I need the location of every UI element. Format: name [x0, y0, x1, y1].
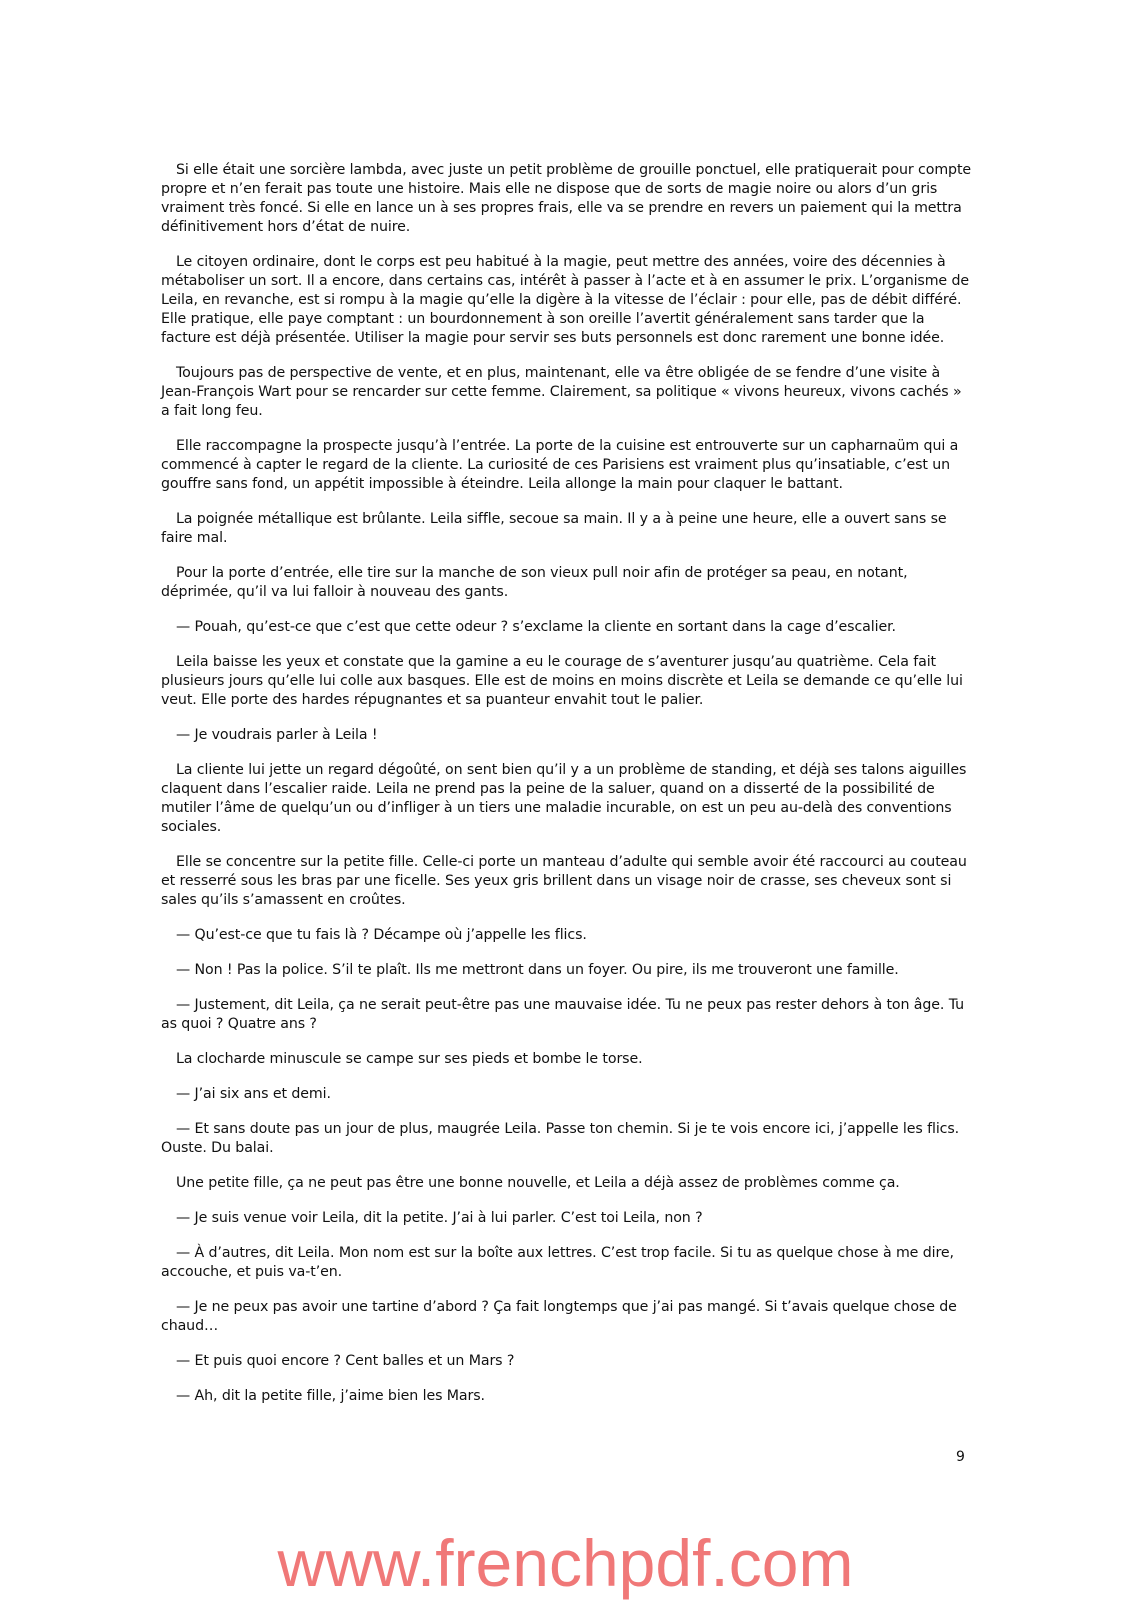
paragraph: — Et sans doute pas un jour de plus, maugrée Leila. Passe ton chemin. Si je te vois encore ici, j’appelle les flics. Ouste. Du balai.: [161, 1121, 960, 1156]
paragraph: Une petite fille, ça ne peut pas être une bonne nouvelle, et Leila a déjà assez de problèmes comme ça.: [176, 1175, 900, 1191]
paragraph: — Qu’est-ce que tu fais là ? Décampe où j’appelle les flics.: [176, 927, 587, 943]
paragraph: — Justement, dit Leila, ça ne serait peut-être pas une mauvaise idée. Tu ne peux pas rester dehors à ton âge. Tu as quoi ? Quatre ans ?: [161, 997, 965, 1032]
paragraph: — Je ne peux pas avoir une tartine d’abord ? Ça fait longtemps que j’ai pas mangé. Si t’avais quelque chose de chaud…: [161, 1299, 957, 1334]
paragraph: Pour la porte d’entrée, elle tire sur la manche de son vieux pull noir afin de protéger sa peau, en notant, déprimée, qu’il va lui falloir à nouveau des gants.: [161, 565, 908, 600]
paragraph: Le citoyen ordinaire, dont le corps est peu habitué à la magie, peut mettre des années, voire des décennies à métaboliser un sort. Il a encore, dans certains cas, intérêt à passer à l’acte et à en assumer le prix. L’organisme de Leila, en revanche, est si rompu à la magie qu’elle la digère à la vitesse de l’éclair : pour elle, pas de débit différé. Elle pratique, elle paye comptant : un bourdonnement à son oreille l’avertit généralement sans tarder que la facture est déjà présentée. Utiliser la magie pour servir ses buts personnels est donc rarement une bonne idée.: [161, 254, 970, 346]
paragraph: Elle raccompagne la prospecte jusqu’à l’entrée. La porte de la cuisine est entrouverte sur un capharnaüm qui a commencé à capter le regard de la cliente. La curiosité de ces Parisiens est vraiment plus qu’insatiable, c’est un gouffre sans fond, un appétit impossible à éteindre. Leila allonge la main pour claquer le battant.: [161, 438, 959, 492]
paragraph: Toujours pas de perspective de vente, et en plus, maintenant, elle va être obligée de se fendre d’une visite à Jean-François Wart pour se rencarder sur cette femme. Clairement, sa politique « vivons heureux, vivons cachés » a fait long feu.: [161, 365, 962, 419]
paragraph: Elle se concentre sur la petite fille. Celle-ci porte un manteau d’adulte qui semble avoir été raccourci au couteau et resserré sous les bras par une ficelle. Ses yeux gris brillent dans un visage noir de crasse, ses cheveux sont si sales qu’ils s’amassent en croûtes.: [161, 854, 967, 908]
paragraph: Si elle était une sorcière lambda, avec juste un petit problème de grouille ponctuel, elle pratiquerait pour compte propre et n’en ferait pas toute une histoire. Mais elle ne dispose que de sorts de magie noire ou alors d’un gris vraiment très foncé. Si elle en lance un à ses propres frais, elle va se prendre en revers un paiement qui la mettra définitivement hors d’état de nuire.: [161, 162, 972, 235]
paragraph: — Je voudrais parler à Leila !: [176, 727, 378, 743]
paragraph: La cliente lui jette un regard dégoûté, on sent bien qu’il y a un problème de standing, et déjà ses talons aiguilles claquent dans l’escalier raide. Leila ne prend pas la peine de la saluer, quand on a disserté de la possibilité de mutiler l’âme de quelqu’un ou d’infliger à un tiers une maladie incurable, on est un peu au-delà des conventions sociales.: [161, 762, 967, 835]
paragraph: Leila baisse les yeux et constate que la gamine a eu le courage de s’aventurer jusqu’au quatrième. Cela fait plusieurs jours qu’elle lui colle aux basques. Elle est de moins en moins discrète et Leila se demande ce qu’elle lui veut. Elle porte des hardes répugnantes et sa puanteur envahit tout le palier.: [161, 654, 963, 708]
paragraph: — Ah, dit la petite fille, j’aime bien les Mars.: [176, 1388, 485, 1404]
paragraph: — J’ai six ans et demi.: [176, 1086, 331, 1102]
paragraph: — Je suis venue voir Leila, dit la petite. J’ai à lui parler. C’est toi Leila, non ?: [176, 1210, 703, 1226]
watermark-link[interactable]: www.frenchpdf.com: [277, 1526, 854, 1600]
paragraph: — Non ! Pas la police. S’il te plaît. Ils me mettront dans un foyer. Ou pire, ils me trouveront une famille.: [176, 962, 899, 978]
paragraph: — Pouah, qu’est-ce que c’est que cette odeur ? s’exclame la cliente en sortant dans la cage d’escalier.: [176, 619, 896, 635]
body-text: [161, 161, 973, 1422]
paragraph: La clocharde minuscule se campe sur ses pieds et bombe le torse.: [176, 1051, 643, 1067]
page-number: 9: [956, 1449, 965, 1465]
paragraph: — À d’autres, dit Leila. Mon nom est sur la boîte aux lettres. C’est trop facile. Si tu as quelque chose à me dire, accouche, et puis va-t’en.: [161, 1245, 954, 1280]
paragraph: La poignée métallique est brûlante. Leila siffle, secoue sa main. Il y a à peine une heure, elle a ouvert sans se faire mal.: [161, 511, 947, 546]
paragraph: — Et puis quoi encore ? Cent balles et un Mars ?: [176, 1353, 515, 1369]
